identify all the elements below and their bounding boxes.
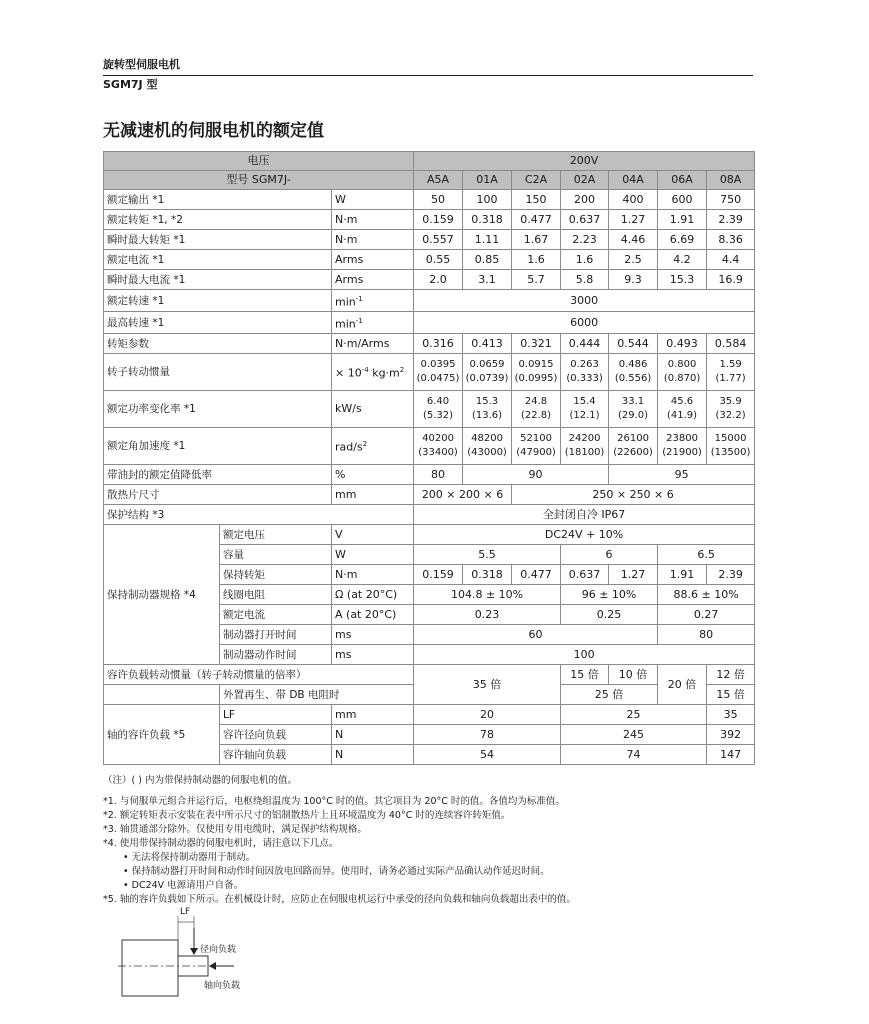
value-cell: 25 xyxy=(561,705,707,725)
value-cell: 1.59 (1.77) xyxy=(707,354,755,391)
value-cell: 0.318 xyxy=(463,565,512,585)
value-cell: 0.159 xyxy=(414,210,463,230)
model-cell: 04A xyxy=(609,171,658,190)
value-cell: 15.3 xyxy=(658,270,707,290)
value-cell: 95 xyxy=(609,465,755,485)
unit-cell: V xyxy=(332,525,414,545)
value-cell: 245 xyxy=(561,725,707,745)
sub-label: 保持转矩 xyxy=(220,565,332,585)
value-cell: 2.39 xyxy=(707,565,755,585)
radial-label: 径向负载 xyxy=(200,945,237,955)
value-cell: 24200 (18100) xyxy=(561,428,609,465)
value-cell: 400 xyxy=(609,190,658,210)
unit-cell: Ω (at 20°C) xyxy=(332,585,414,605)
model-cell: 02A xyxy=(561,171,609,190)
value-cell: 0.318 xyxy=(463,210,512,230)
value-cell: 6.40 (5.32) xyxy=(414,391,463,428)
unit-cell: N·m xyxy=(332,210,414,230)
value-cell: 5.8 xyxy=(561,270,609,290)
table-row xyxy=(104,312,755,334)
value-cell: 3000 xyxy=(414,290,755,312)
value-cell: 0.544 xyxy=(609,334,658,354)
model-row xyxy=(104,171,755,190)
note-4: *4. 使用带保持制动器的伺服电机时，请注意以下几点。 xyxy=(103,838,339,849)
sub-label: 线圈电阻 xyxy=(220,585,332,605)
model-cell: C2A xyxy=(512,171,561,190)
shaft-load-diagram xyxy=(118,888,318,1008)
model-label: 型号 SGM7J- xyxy=(104,171,414,190)
value-cell: 0.486 (0.556) xyxy=(609,354,658,391)
value-cell: 0.477 xyxy=(512,565,561,585)
value-cell: 600 xyxy=(658,190,707,210)
note-1: *1. 与伺服单元组合并运行后，电枢绕组温度为 100°C 时的值。其它项目为 20°C 时的值。各值均为标准值。 xyxy=(103,796,565,807)
sub-label: 容许径向负载 xyxy=(220,725,332,745)
axial-arrowhead xyxy=(209,962,216,970)
value-cell: 104.8 ± 10% xyxy=(414,585,561,605)
value-cell: 45.6 (41.9) xyxy=(658,391,707,428)
table-row xyxy=(104,270,755,290)
value-cell: 2.23 xyxy=(561,230,609,250)
sub-label: 额定电压 xyxy=(220,525,332,545)
table-row xyxy=(104,465,755,485)
unit-cell: $\min^{-1}$ xyxy=(332,290,414,312)
empty-cell xyxy=(104,685,220,705)
value-cell: 6.5 xyxy=(658,545,755,565)
value-cell: 200 xyxy=(561,190,609,210)
row-label: 瞬时最大电流 *1 xyxy=(104,270,332,290)
value-cell: 90 xyxy=(463,465,609,485)
value-cell: 4.46 xyxy=(609,230,658,250)
unit-cell: N xyxy=(332,725,414,745)
value-cell: 80 xyxy=(414,465,463,485)
value-cell: 12 倍 xyxy=(707,665,755,685)
value-cell: 0.25 xyxy=(561,605,658,625)
unit-cell: A (at 20°C) xyxy=(332,605,414,625)
unit-cell: N·m xyxy=(332,230,414,250)
value-cell: 全封闭自冷 IP67 xyxy=(414,505,755,525)
row-label: 散热片尺寸 xyxy=(104,485,332,505)
table-row xyxy=(104,665,755,685)
value-cell: 24.8 (22.8) xyxy=(512,391,561,428)
row-label: 最高转速 *1 xyxy=(104,312,332,334)
lf-label: LF xyxy=(180,907,191,917)
note-4-bullet: • 保持制动器打开时间和动作时间因放电回路而异。使用时，请务必通过实际产品确认动作延迟时间。 xyxy=(123,866,550,877)
row-label: 保持制动器规格 *4 xyxy=(104,525,220,665)
row-label: 额定转矩 *1, *2 xyxy=(104,210,332,230)
value-cell: 100 xyxy=(414,645,755,665)
value-cell: 1.27 xyxy=(609,565,658,585)
value-cell: 2.0 xyxy=(414,270,463,290)
value-cell: 0.27 xyxy=(658,605,755,625)
header-category: 旋转型伺服电机 xyxy=(103,58,180,71)
value-cell: 6 xyxy=(561,545,658,565)
sub-label: 额定电流 xyxy=(220,605,332,625)
value-cell: 50 xyxy=(414,190,463,210)
value-cell: 150 xyxy=(512,190,561,210)
sub-label: 容量 xyxy=(220,545,332,565)
table-row xyxy=(104,428,755,465)
value-cell: DC24V + 10% xyxy=(414,525,755,545)
value-cell: 0.557 xyxy=(414,230,463,250)
table-row xyxy=(104,250,755,270)
model-cell: 06A xyxy=(658,171,707,190)
value-cell: 23800 (21900) xyxy=(658,428,707,465)
unit-cell: N xyxy=(332,745,414,765)
model-cell: 01A xyxy=(463,171,512,190)
value-cell: 3.1 xyxy=(463,270,512,290)
unit-cell: ms xyxy=(332,625,414,645)
value-cell: 25 倍 xyxy=(561,685,658,705)
value-cell: 0.637 xyxy=(561,210,609,230)
value-cell: 96 ± 10% xyxy=(561,585,658,605)
note-2: *2. 额定转矩表示安装在表中所示尺寸的铝制散热片上且环境温度为 40°C 时的连续容许转矩值。 xyxy=(103,810,511,821)
value-cell: 0.0395 (0.0475) xyxy=(414,354,463,391)
row-label: 额定转速 *1 xyxy=(104,290,332,312)
value-cell: 15.3 (13.6) xyxy=(463,391,512,428)
axial-label: 轴向负载 xyxy=(204,981,241,991)
table-row xyxy=(104,230,755,250)
sub-label: 制动器动作时间 xyxy=(220,645,332,665)
value-cell: 750 xyxy=(707,190,755,210)
value-cell: 33.1 (29.0) xyxy=(609,391,658,428)
value-cell: 88.6 ± 10% xyxy=(658,585,755,605)
value-cell: 100 xyxy=(463,190,512,210)
value-cell: 4.2 xyxy=(658,250,707,270)
row-label: 额定电流 *1 xyxy=(104,250,332,270)
voltage-row xyxy=(104,152,755,171)
unit-cell: Arms xyxy=(332,250,414,270)
note-3: *3. 轴贯通部分除外。仅使用专用电缆时，满足保护结构规格。 xyxy=(103,824,367,835)
note-brake-values: （注）( ) 内为带保持制动器的伺服电机的值。 xyxy=(103,775,297,786)
value-cell: 0.0915 (0.0995) xyxy=(512,354,561,391)
unit-cell: mm xyxy=(332,485,414,505)
value-cell: 0.637 xyxy=(561,565,609,585)
value-cell: 52100 (47900) xyxy=(512,428,561,465)
unit-cell: N·m/Arms xyxy=(332,334,414,354)
row-label: 转矩参数 xyxy=(104,334,332,354)
note-4-bullet: • 无法将保持制动器用于制动。 xyxy=(123,852,256,863)
value-cell: 5.7 xyxy=(512,270,561,290)
value-cell: 15 倍 xyxy=(707,685,755,705)
table-row xyxy=(104,705,755,725)
value-cell: 0.316 xyxy=(414,334,463,354)
row-label: 额定输出 *1 xyxy=(104,190,332,210)
note-5: *5. 轴的容许负载如下所示。在机械设计时，应防止在伺服电机运行中承受的径向负载和轴向负载超出表中的值。 xyxy=(103,894,576,905)
table-row xyxy=(104,505,755,525)
sub-label: LF xyxy=(220,705,332,725)
value-cell: 26100 (22600) xyxy=(609,428,658,465)
value-cell: 0.55 xyxy=(414,250,463,270)
header-series: SGM7J 型 xyxy=(103,78,158,91)
value-cell: 0.413 xyxy=(463,334,512,354)
value-cell: 8.36 xyxy=(707,230,755,250)
unit-cell: % xyxy=(332,465,414,485)
header-rule xyxy=(103,75,753,76)
value-cell: 250 × 250 × 6 xyxy=(512,485,755,505)
value-cell: 1.6 xyxy=(512,250,561,270)
value-cell: 35.9 (32.2) xyxy=(707,391,755,428)
table-row xyxy=(104,354,755,391)
value-cell: 6.69 xyxy=(658,230,707,250)
value-cell: 78 xyxy=(414,725,561,745)
value-cell: 16.9 xyxy=(707,270,755,290)
row-label: 带油封的额定值降低率 xyxy=(104,465,332,485)
value-cell: 0.321 xyxy=(512,334,561,354)
value-cell: 0.0659 (0.0739) xyxy=(463,354,512,391)
sub-label: 外置再生、带 DB 电阻时 xyxy=(220,685,414,705)
shaft-load-figure xyxy=(118,888,318,1008)
table-row xyxy=(104,334,755,354)
value-cell: 0.477 xyxy=(512,210,561,230)
value-cell: 74 xyxy=(561,745,707,765)
unit-cell: mm xyxy=(332,705,414,725)
row-label: 转子转动惯量 xyxy=(104,354,332,391)
value-cell: 200 × 200 × 6 xyxy=(414,485,512,505)
table-row xyxy=(104,210,755,230)
table-row xyxy=(104,525,755,545)
model-cell: A5A xyxy=(414,171,463,190)
row-label: 容许负载转动惯量（转子转动惯量的倍率） xyxy=(104,665,414,685)
value-cell: 80 xyxy=(658,625,755,645)
unit-cell: ms xyxy=(332,645,414,665)
value-cell: 40200 (33400) xyxy=(414,428,463,465)
value-cell: 5.5 xyxy=(414,545,561,565)
value-cell: 0.584 xyxy=(707,334,755,354)
value-cell: 1.11 xyxy=(463,230,512,250)
value-cell: 0.159 xyxy=(414,565,463,585)
value-cell: 6000 xyxy=(414,312,755,334)
value-cell: 0.493 xyxy=(658,334,707,354)
row-label: 瞬时最大转矩 *1 xyxy=(104,230,332,250)
value-cell: 20 倍 xyxy=(658,665,707,705)
row-label: 轴的容许负载 *5 xyxy=(104,705,220,765)
rating-table xyxy=(103,151,755,765)
value-cell: 15.4 (12.1) xyxy=(561,391,609,428)
sub-label: 容许轴向负载 xyxy=(220,745,332,765)
unit-cell: rad/$s^2$ xyxy=(332,428,414,465)
value-cell: 147 xyxy=(707,745,755,765)
value-cell: 2.39 xyxy=(707,210,755,230)
sub-label: 制动器打开时间 xyxy=(220,625,332,645)
model-cell: 08A xyxy=(707,171,755,190)
value-cell: 48200 (43000) xyxy=(463,428,512,465)
row-label: 额定角加速度 *1 xyxy=(104,428,332,465)
note-4-bullet: • DC24V 电源请用户自备。 xyxy=(123,880,244,891)
value-cell: 0.85 xyxy=(463,250,512,270)
row-label: 保护结构 *3 xyxy=(104,505,414,525)
unit-cell: kW/s xyxy=(332,391,414,428)
value-cell: 1.6 xyxy=(561,250,609,270)
value-cell: 0.263 (0.333) xyxy=(561,354,609,391)
value-cell: 1.91 xyxy=(658,210,707,230)
value-cell: 1.91 xyxy=(658,565,707,585)
unit-cell: W xyxy=(332,545,414,565)
page-header xyxy=(103,58,753,92)
table-row xyxy=(104,485,755,505)
table-row xyxy=(104,290,755,312)
page-title: 无减速机的伺服电机的额定值 xyxy=(103,121,324,141)
value-cell: 0.444 xyxy=(561,334,609,354)
table-row xyxy=(104,190,755,210)
value-cell: 1.67 xyxy=(512,230,561,250)
table-row xyxy=(104,391,755,428)
value-cell: 35 xyxy=(707,705,755,725)
unit-cell: N·m xyxy=(332,565,414,585)
value-cell: 1.27 xyxy=(609,210,658,230)
value-cell: 4.4 xyxy=(707,250,755,270)
value-cell: 15 倍 xyxy=(561,665,609,685)
value-cell: 35 倍 xyxy=(414,665,561,705)
value-cell: 60 xyxy=(414,625,658,645)
value-cell: 392 xyxy=(707,725,755,745)
value-cell: 20 xyxy=(414,705,561,725)
value-cell: 2.5 xyxy=(609,250,658,270)
unit-cell: $\min^{-1}$ xyxy=(332,312,414,334)
motor-body xyxy=(122,940,178,996)
value-cell: 9.3 xyxy=(609,270,658,290)
radial-arrowhead xyxy=(190,948,198,955)
row-label: 额定功率变化率 *1 xyxy=(104,391,332,428)
value-cell: 15000 (13500) xyxy=(707,428,755,465)
unit-cell: × $10^{-4}$ $kg\cdot m^2$ xyxy=(332,354,414,391)
unit-cell: Arms xyxy=(332,270,414,290)
value-cell: 54 xyxy=(414,745,561,765)
voltage-label: 电压 xyxy=(104,152,414,171)
voltage-value: 200V xyxy=(414,152,755,171)
value-cell: 0.23 xyxy=(414,605,561,625)
value-cell: 10 倍 xyxy=(609,665,658,685)
unit-cell: W xyxy=(332,190,414,210)
value-cell: 0.800 (0.870) xyxy=(658,354,707,391)
